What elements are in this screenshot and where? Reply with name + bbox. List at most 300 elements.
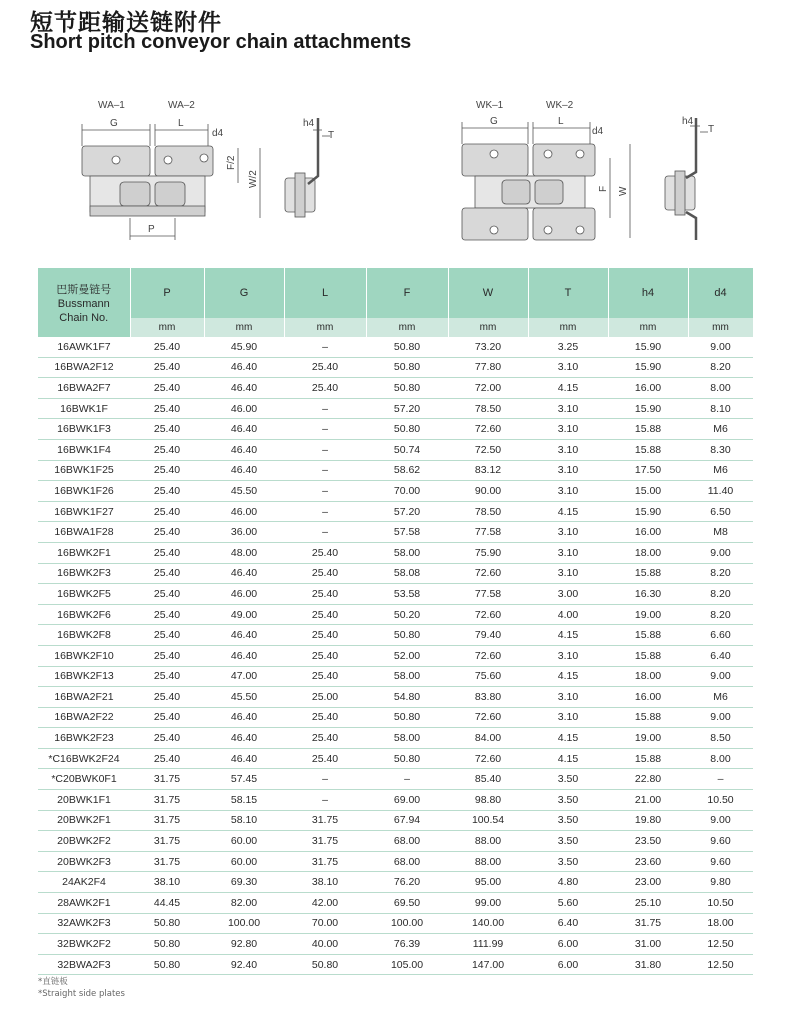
table-cell: 58.08 [366,563,448,584]
unit-cell: mm [130,318,204,337]
table-row [38,913,753,934]
table-cell: 10.50 [688,893,753,914]
table-cell: 92.40 [204,954,284,975]
table-cell: 83.80 [448,687,528,708]
chain-number-cell: 20BWK2F3 [38,851,130,872]
chain-number-cell: 16BWA2F7 [38,378,130,399]
table-cell: 77.58 [448,522,528,543]
table-row [38,810,753,831]
attachment-spec-table [38,268,754,975]
unit-cell: mm [366,318,448,337]
table-cell: 18.00 [608,542,688,563]
table-cell: 5.60 [528,893,608,914]
table-cell: 25.40 [284,748,366,769]
table-cell: 25.40 [130,666,204,687]
table-cell: 6.40 [528,913,608,934]
table-cell: 82.00 [204,893,284,914]
table-cell: 8.10 [688,398,753,419]
table-cell: 85.40 [448,769,528,790]
table-cell: 72.00 [448,378,528,399]
label-l: L [178,118,184,129]
label-wk2: WK–2 [546,100,574,111]
table-cell: 15.88 [608,439,688,460]
table-row [38,481,753,502]
table-cell: 78.50 [448,398,528,419]
table-cell: 140.00 [448,913,528,934]
table-cell: 25.10 [608,893,688,914]
unit-cell: mm [688,318,753,337]
table-cell: 83.12 [448,460,528,481]
table-cell: 3.10 [528,645,608,666]
table-cell: 69.30 [204,872,284,893]
table-row [38,954,753,975]
table-cell: 25.40 [284,728,366,749]
table-cell: 3.50 [528,851,608,872]
table-cell: – [284,439,366,460]
table-cell: 15.90 [608,398,688,419]
chain-number-cell: 16BWK1F4 [38,439,130,460]
table-cell: 44.45 [130,893,204,914]
table-cell: 84.00 [448,728,528,749]
table-cell: – [284,337,366,357]
table-cell: 45.90 [204,337,284,357]
chain-number-cell: 20BWK2F1 [38,810,130,831]
table-cell: 88.00 [448,851,528,872]
label-g: G [490,116,498,127]
table-cell: 47.00 [204,666,284,687]
table-cell: 50.80 [366,357,448,378]
unit-cell: mm [448,318,528,337]
chain-number-cell: *C20BWK0F1 [38,769,130,790]
table-cell: 36.00 [204,522,284,543]
table-cell: 72.60 [448,748,528,769]
table-cell: 25.40 [284,563,366,584]
table-cell: 25.40 [130,439,204,460]
header-col-d4: d4 [688,268,753,318]
header-col-p: P [130,268,204,318]
table-row [38,728,753,749]
table-cell: 98.80 [448,790,528,811]
table-row [38,378,753,399]
chain-number-cell: 20BWK2F2 [38,831,130,852]
table-row [38,687,753,708]
table-cell: 46.00 [204,398,284,419]
chain-number-cell: 32BWA2F3 [38,954,130,975]
table-cell: 72.50 [448,439,528,460]
table-cell: 3.10 [528,419,608,440]
unit-cell: mm [284,318,366,337]
table-cell: 100.00 [366,913,448,934]
table-cell: 73.20 [448,337,528,357]
table-cell: 25.40 [284,625,366,646]
table-cell: M6 [688,687,753,708]
table-cell: 25.40 [284,542,366,563]
page-title-chinese: 短节距输送链附件 [30,10,222,36]
table-cell: 57.45 [204,769,284,790]
table-cell: – [366,769,448,790]
table-cell: 57.20 [366,398,448,419]
table-cell: 38.10 [130,872,204,893]
table-cell: 25.40 [130,584,204,605]
table-cell: M6 [688,419,753,440]
table-cell: 50.80 [366,625,448,646]
table-cell: 46.00 [204,501,284,522]
table-row [38,625,753,646]
table-cell: 15.88 [608,707,688,728]
table-cell: 72.60 [448,563,528,584]
label-w: W [618,186,629,196]
chain-number-cell: 16BWK2F8 [38,625,130,646]
table-cell: 77.58 [448,584,528,605]
table-cell: 25.40 [130,645,204,666]
table-cell: 9.60 [688,831,753,852]
table-cell: 22.80 [608,769,688,790]
table-row [38,645,753,666]
table-cell: 4.15 [528,625,608,646]
table-cell: 25.40 [130,542,204,563]
table-cell: 16.30 [608,584,688,605]
header-chain-cn: 巴斯曼链号 [56,283,112,296]
table-cell: 15.90 [608,337,688,357]
table-cell: 52.00 [366,645,448,666]
table-cell: 90.00 [448,481,528,502]
table-cell: 25.40 [130,625,204,646]
table-row [38,584,753,605]
table-cell: 9.80 [688,872,753,893]
table-cell: 31.75 [608,913,688,934]
table-cell: 25.40 [130,707,204,728]
table-cell: 111.99 [448,934,528,955]
table-cell: 50.80 [366,748,448,769]
label-w-half: W/2 [248,170,259,188]
table-row [38,604,753,625]
table-cell: 25.40 [284,378,366,399]
table-row [38,398,753,419]
table-cell: 25.40 [284,357,366,378]
table-cell: 50.80 [284,954,366,975]
table-cell: 25.40 [130,501,204,522]
table-cell: 25.40 [130,728,204,749]
chain-number-cell: 16AWK1F7 [38,337,130,357]
table-cell: 9.00 [688,542,753,563]
table-cell: 15.88 [608,625,688,646]
table-cell: – [688,769,753,790]
header-col-f: F [366,268,448,318]
table-cell: 42.00 [284,893,366,914]
table-cell: 8.30 [688,439,753,460]
table-cell: 31.75 [130,851,204,872]
chain-number-cell: 16BWK1F26 [38,481,130,502]
table-cell: 78.50 [448,501,528,522]
table-cell: 4.15 [528,666,608,687]
table-cell: 15.90 [608,501,688,522]
table-cell: 58.00 [366,542,448,563]
table-cell: 69.50 [366,893,448,914]
header-chain-bussmann: Bussmann [57,297,110,310]
table-cell: 25.40 [284,604,366,625]
label-t: T [708,124,715,135]
table-cell: 54.80 [366,687,448,708]
table-cell: – [284,419,366,440]
table-cell: – [284,769,366,790]
table-cell: 8.00 [688,748,753,769]
chain-number-cell: 16BWK2F6 [38,604,130,625]
label-wk1: WK–1 [476,100,504,111]
table-cell: 4.00 [528,604,608,625]
table-cell: 72.60 [448,604,528,625]
table-cell: 53.58 [366,584,448,605]
chain-number-cell: 16BWK1F27 [38,501,130,522]
chain-number-cell: 16BWK1F25 [38,460,130,481]
table-cell: 70.00 [284,913,366,934]
header-col-l: L [284,268,366,318]
table-cell: 21.00 [608,790,688,811]
table-cell: 58.15 [204,790,284,811]
table-cell: M6 [688,460,753,481]
table-cell: 3.10 [528,522,608,543]
unit-cell: mm [528,318,608,337]
chain-number-cell: 16BWA1F28 [38,522,130,543]
table-cell: 100.00 [204,913,284,934]
unit-cell: mm [204,318,284,337]
label-wa2: WA–2 [168,100,195,111]
table-row [38,893,753,914]
table-cell: 46.00 [204,584,284,605]
header-col-h4: h4 [608,268,688,318]
table-cell: 3.10 [528,357,608,378]
chain-number-cell: 16BWK1F [38,398,130,419]
table-cell: 4.80 [528,872,608,893]
table-row [38,748,753,769]
table-cell: 15.88 [608,645,688,666]
table-row [38,501,753,522]
table-cell: 3.10 [528,542,608,563]
table-cell: 6.40 [688,645,753,666]
table-cell: 25.40 [130,419,204,440]
header-col-t: T [528,268,608,318]
table-cell: 23.00 [608,872,688,893]
table-cell: 100.54 [448,810,528,831]
table-cell: 76.20 [366,872,448,893]
chain-number-cell: 16BWK2F13 [38,666,130,687]
table-cell: 57.20 [366,501,448,522]
chain-number-cell: 16BWA2F21 [38,687,130,708]
table-cell: 50.80 [130,913,204,934]
table-cell: 50.80 [366,419,448,440]
table-cell: 105.00 [366,954,448,975]
table-row [38,542,753,563]
table-cell: 31.75 [130,810,204,831]
table-cell: 70.00 [366,481,448,502]
table-cell: 15.88 [608,563,688,584]
chain-number-cell: 16BWK2F1 [38,542,130,563]
table-cell: 58.00 [366,666,448,687]
table-cell: 60.00 [204,851,284,872]
table-cell: 8.20 [688,584,753,605]
header-chain-label: Chain No. [59,311,109,324]
table-cell: 19.00 [608,604,688,625]
table-row [38,357,753,378]
table-cell: 25.40 [130,378,204,399]
table-cell: 11.40 [688,481,753,502]
table-cell: 68.00 [366,831,448,852]
table-cell: – [284,790,366,811]
table-cell: 9.00 [688,337,753,357]
table-cell: 18.00 [688,913,753,934]
table-cell: 8.20 [688,563,753,584]
table-cell: 49.00 [204,604,284,625]
footnotes [38,976,125,1000]
table-cell: 25.40 [130,460,204,481]
table-cell: 46.40 [204,707,284,728]
table-cell: 25.00 [284,687,366,708]
page-title-english: Short pitch conveyor chain attachments [30,31,412,53]
table-cell: 6.00 [528,934,608,955]
table-cell: 25.40 [130,563,204,584]
table-row [38,707,753,728]
table-row [38,666,753,687]
table-cell: 25.40 [130,398,204,419]
table-cell: – [284,522,366,543]
table-cell: 45.50 [204,687,284,708]
table-cell: 50.74 [366,439,448,460]
table-cell: 4.15 [528,748,608,769]
table-row [38,934,753,955]
header-col-g: G [204,268,284,318]
table-cell: 3.50 [528,831,608,852]
table-cell: 40.00 [284,934,366,955]
table-row [38,337,753,357]
table-cell: 3.10 [528,481,608,502]
table-cell: 72.60 [448,419,528,440]
table-cell: 12.50 [688,954,753,975]
table-cell: 8.20 [688,604,753,625]
table-cell: 58.00 [366,728,448,749]
table-cell: 72.60 [448,707,528,728]
label-l: L [558,116,564,127]
table-cell: 4.15 [528,378,608,399]
table-cell: 9.00 [688,666,753,687]
chain-number-cell: 32BWK2F2 [38,934,130,955]
chain-number-cell: 16BWK2F3 [38,563,130,584]
table-cell: 46.40 [204,378,284,399]
table-cell: 50.80 [130,954,204,975]
table-cell: 23.50 [608,831,688,852]
table-cell: 67.94 [366,810,448,831]
table-cell: 25.40 [284,584,366,605]
footnote-cn: *直链板 [38,977,68,987]
table-cell: 88.00 [448,831,528,852]
table-cell: – [284,501,366,522]
table-cell: 15.88 [608,748,688,769]
table-cell: 8.20 [688,357,753,378]
table-cell: 58.62 [366,460,448,481]
table-cell: 3.10 [528,687,608,708]
table-cell: 19.80 [608,810,688,831]
table-cell: 68.00 [366,851,448,872]
table-cell: 75.90 [448,542,528,563]
table-row [38,831,753,852]
chain-number-cell: *C16BWK2F24 [38,748,130,769]
table-row [38,439,753,460]
table-cell: 25.40 [130,604,204,625]
chain-number-cell: 16BWA2F12 [38,357,130,378]
chain-number-cell: 16BWA2F22 [38,707,130,728]
table-cell: 50.20 [366,604,448,625]
table-cell: 25.40 [130,357,204,378]
table-cell: – [284,398,366,419]
table-body [38,337,753,975]
table-cell: 15.00 [608,481,688,502]
table-cell: 25.40 [284,707,366,728]
table-cell: 3.10 [528,398,608,419]
table-cell: 9.00 [688,810,753,831]
table-cell: 50.80 [366,337,448,357]
table-cell: 69.00 [366,790,448,811]
table-cell: 3.10 [528,460,608,481]
table-cell: 25.40 [130,748,204,769]
table-cell: 12.50 [688,934,753,955]
table-cell: 58.10 [204,810,284,831]
table-cell: 25.40 [130,522,204,543]
table-cell: – [284,481,366,502]
unit-cell: mm [608,318,688,337]
label-g: G [110,118,118,129]
chain-number-cell: 28AWK2F1 [38,893,130,914]
diagram-wk-attachments [440,88,740,248]
table-cell: 46.40 [204,419,284,440]
table-cell: M8 [688,522,753,543]
table-cell: 72.60 [448,645,528,666]
table-row [38,419,753,440]
table-cell: 18.00 [608,666,688,687]
label-f-half: F/2 [226,155,237,170]
table-cell: 99.00 [448,893,528,914]
table-cell: 15.88 [608,419,688,440]
table-cell: 3.50 [528,790,608,811]
table-cell: 4.15 [528,728,608,749]
table-cell: 60.00 [204,831,284,852]
table-cell: 46.40 [204,563,284,584]
label-wa1: WA–1 [98,100,125,111]
table-cell: 8.50 [688,728,753,749]
table-cell: 17.50 [608,460,688,481]
table-cell: 16.00 [608,378,688,399]
table-cell: 16.00 [608,687,688,708]
table-cell: 25.40 [130,687,204,708]
table-cell: 6.50 [688,501,753,522]
table-cell: 10.50 [688,790,753,811]
table-cell: 46.40 [204,625,284,646]
table-cell: 50.80 [130,934,204,955]
table-row [38,563,753,584]
table-cell: 4.15 [528,501,608,522]
table-cell: 92.80 [204,934,284,955]
table-cell: 3.10 [528,439,608,460]
table-cell: 25.40 [130,481,204,502]
table-row [38,790,753,811]
table-cell: 19.00 [608,728,688,749]
table-cell: 79.40 [448,625,528,646]
table-cell: 25.40 [284,666,366,687]
table-cell: 38.10 [284,872,366,893]
table-cell: 147.00 [448,954,528,975]
table-cell: 3.25 [528,337,608,357]
table-cell: 48.00 [204,542,284,563]
table-cell: 31.75 [284,831,366,852]
chain-number-cell: 24AK2F4 [38,872,130,893]
header-col-w: W [448,268,528,318]
